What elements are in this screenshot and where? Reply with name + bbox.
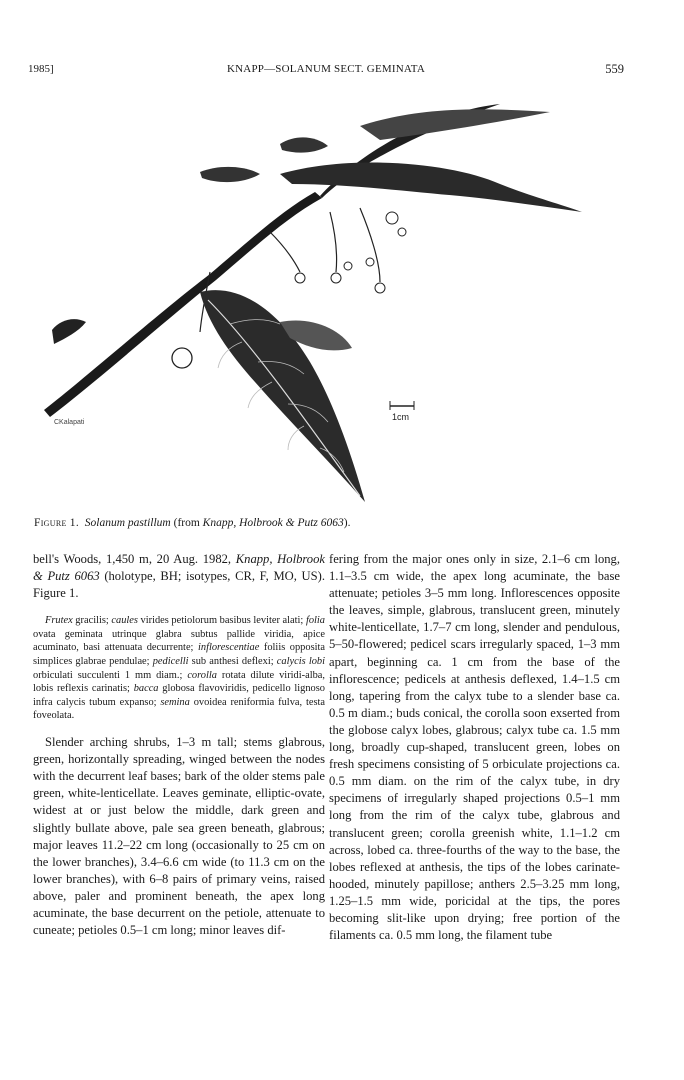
running-head xyxy=(28,63,624,79)
latin-term: pedicelli xyxy=(152,656,189,668)
latin-term: semina xyxy=(160,696,190,708)
latin-diagnosis xyxy=(33,614,325,723)
left-column xyxy=(33,551,325,939)
small-leaf xyxy=(280,137,328,152)
small-leaf xyxy=(52,319,86,344)
long-leaf xyxy=(280,163,582,212)
latin-term: bacca xyxy=(133,683,159,695)
latin-term: folia xyxy=(305,615,325,627)
artist-signature: CKalapati xyxy=(54,419,85,426)
figure-caption xyxy=(34,517,634,529)
latin-text: foliis opposita simplices glabrae pendulae; xyxy=(33,642,325,668)
caption-text-end: ). xyxy=(343,517,351,529)
latin-text: globosa flavoviridis, pedicello lignoso infra calycis tubum expanso; xyxy=(33,683,325,708)
page-number: 559 xyxy=(605,62,624,76)
latin-term: corolla xyxy=(187,669,217,681)
berry xyxy=(172,348,192,368)
caption-species: Solanum pastillum xyxy=(84,517,171,529)
caption-collectors: Knapp, Holbrook & Putz 6063 xyxy=(202,517,344,529)
description-continued: fering from the major ones only in size, 2.1–6 cm long, 1.1–3.5 cm wide, the apex long acuminate, the base attenuate; petioles 3–5 mm long. Inflorescences opposite the leaves, simple, glabrous, translucent green, minutely white-lenticellate, 1.7–7 cm long, slender and pendulous, 5–50-flowered; pedicel scars irregularly spaced, 1–3 mm apart, beginning ca. 1 cm from the base of the inflorescence; pedicels at anthesis deflexed, 1.4–1.5 cm long, tapering from the calyx tube to a slender base ca. 0.5 m diam.; buds conical, the corolla soon exserted from the globose calyx lobes, glabrous; calyx tube ca. 1.5 mm long, broadly cup-shaped, translucent green, lobes on fresh specimens consisting of 5 orbiculate projections ca. 0.5 mm diam. on the rim of the calyx tube, in dry specimens of irregularly shaped projections 0.5–1 mm long from the rim of the calyx tube, glabrous and translucent green; corolla greenish white, 1.1–1.2 cm across, lobed ca. three-fourths of the way to the base, the lobes reflexed at anthesis, the tips of the lobes carinate-hooded, minutely papillose; anthers 2.5–3.25 mm long, 1.25–1.5 mm wide, poricidal at the tips, the pores becoming slit-like upon drying; free portion of the filaments ca. 0.5 mm long, the filament tube xyxy=(329,552,620,943)
scale-bar xyxy=(390,401,414,422)
latin-text: ovoidea reniformia fulva, testa foveolata. xyxy=(33,696,325,722)
description-paragraph: Slender arching shrubs, 1–3 m tall; stems glabrous, green, horizontally spreading, winged between the nodes with the decurrent leaf bases; bark of the older stems pale green, white-lenticellate. Leaves geminate, elliptic-ovate, widest at or just below the middle, dark green and slightly bullate above, pale sea green beneath, glabrous; major leaves 11.2–22 cm long (occasionally to 25 cm on the lower branches), 3.4–6.6 cm wide (to 11.3 cm on the lower branches), with 6–8 pairs of primary veins, raised above, paler and prominent beneath, the apex long acuminate, the base decurrent on the petiole, attenuate to cuneate; petioles 0.5–1 cm long; minor leaves dif- xyxy=(33,735,325,938)
latin-text: ovata geminata utrinque glabra subtus pallide viridia, apice acuminato, basi attenuata decurrente; xyxy=(33,628,325,654)
upper-leaf-tip xyxy=(360,109,550,140)
small-leaf xyxy=(200,167,260,182)
caption-text: (from xyxy=(173,517,203,529)
latin-text: virides petiolorum basibus leviter alati; xyxy=(137,615,306,627)
latin-term: inflorescentiae xyxy=(197,642,260,654)
right-column xyxy=(329,551,620,944)
scale-label: 1cm xyxy=(392,412,410,422)
running-title: KNAPP—SOLANUM SECT. GEMINATA xyxy=(227,63,425,75)
volume-year: 1985] xyxy=(28,63,54,75)
latin-term: caules xyxy=(111,615,138,627)
latin-text: rotata dilute viridi-alba, lobis reflexis carinatis; xyxy=(33,669,325,695)
latin-text: gracilis; xyxy=(72,615,112,627)
latin-text: orbiculati succulenti 1 mm diam.; xyxy=(33,669,188,681)
latin-term: Frutex xyxy=(45,615,73,627)
latin-text: sub anthesi deflexi; xyxy=(188,656,277,668)
type-citation: bell's Woods, 1,450 m, 20 Aug. 1982, Knapp, Holbrook & Putz 6063 (holotype, BH; isotypes, CR, F, MO, US). Figure 1. xyxy=(33,552,325,601)
caption-label: Figure 1. xyxy=(34,517,80,529)
latin-term: calycis lobi xyxy=(276,656,325,668)
botanical-illustration xyxy=(30,92,630,507)
